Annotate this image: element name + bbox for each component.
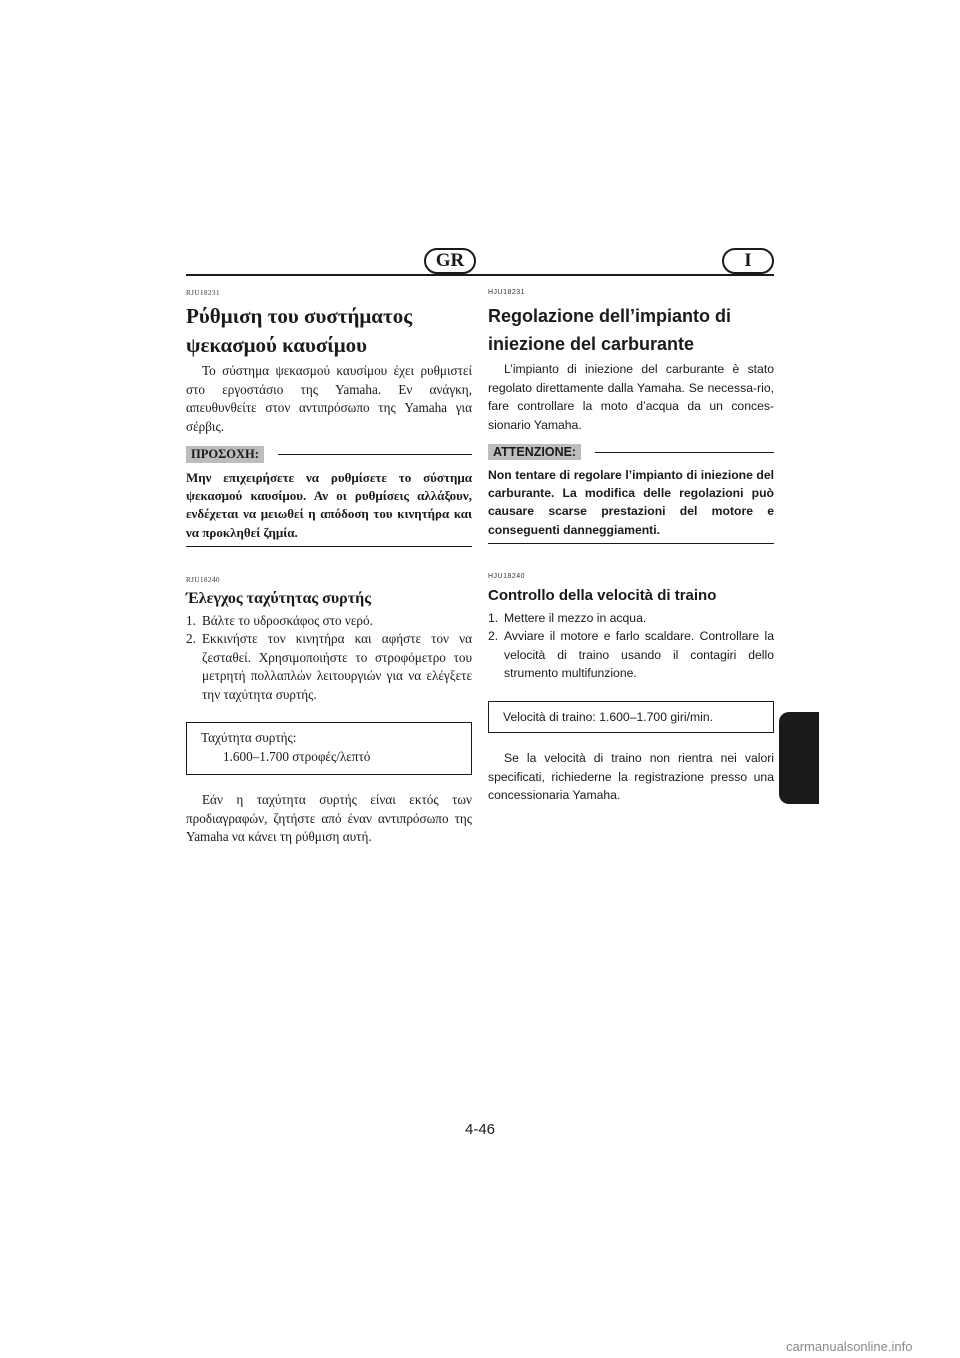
caution-header xyxy=(186,446,472,463)
caution-rule xyxy=(595,452,774,453)
list-item xyxy=(488,609,774,628)
spec-box xyxy=(186,722,472,775)
section-title: Έλεγχος ταχύτητας συρτής xyxy=(186,589,371,607)
watermark: carmanualsonline.info xyxy=(786,1339,913,1354)
steps-list xyxy=(186,612,472,705)
header-rule xyxy=(186,274,774,276)
page-number: 4-46 xyxy=(464,1121,496,1138)
section-code: HJU18240 xyxy=(488,572,526,580)
section-title-line: ψεκασμού καυσίμου xyxy=(186,333,368,357)
step-number: 2. xyxy=(488,629,499,644)
section-title-line: iniezione del carburante xyxy=(488,334,695,354)
caution-label: ATTENZIONE: xyxy=(488,444,581,460)
caution-text: Μην επιχειρήσετε να ρυθμίσετε το σύστημα ψεκασμού καυσίμου. Αν οι ρυθμίσεις αλλάξουν, ενδέχεται να μειωθεί η απόδοση του κινητήρα και να προκληθεί ζημία. xyxy=(186,469,472,547)
section-code: HJU18231 xyxy=(488,289,526,296)
caution-rule xyxy=(278,454,472,455)
step-text: Βάλτε το υδροσκάφος στο νερό. xyxy=(202,612,373,628)
chapter-tab xyxy=(779,712,819,804)
spec-label: Ταχύτητα συρτής: xyxy=(201,730,297,746)
greek-column xyxy=(186,286,472,847)
language-badge-italian: I xyxy=(722,248,774,274)
language-badge-greek: GR xyxy=(424,248,476,274)
section-body: Το σύστημα ψεκασμού καυσίμου έχει ρυθμιστεί στο εργοστάσιο της Yamaha. Εν ανάγκη, απευθυνθείτε στον αντιπρόσωπο της Yamaha για σέρβις. xyxy=(186,363,472,434)
section-footer-text: Εάν η ταχύτητα συρτής είναι εκτός των προδιαγραφών, ζητήστε από έναν αντιπρόσωπο της Yamaha να κάνει τη ρύθμιση αυτή. xyxy=(186,792,472,845)
spec-box xyxy=(488,701,774,734)
list-item xyxy=(186,630,472,704)
list-item xyxy=(488,627,774,683)
section-footer-text: Se la velocità di traino non rientra nei valori specificati, richiederne la registrazione presso una concessionaria Yamaha. xyxy=(488,751,774,803)
section-code: RJU18231 xyxy=(186,289,220,297)
spec-value: Velocità di traino: 1.600–1.700 giri/min. xyxy=(503,709,714,724)
step-text: Εκκινήστε τον κινητήρα και αφήστε τον να ζεσταθεί. Χρησιμοποιήστε το στροφόμετρο του μετρητή πολλαπλών λειτουργιών για να ελέγξετε την ταχύτητα συρτής. xyxy=(202,631,472,702)
section-code: RJU18240 xyxy=(186,575,220,584)
steps-list xyxy=(488,609,774,683)
section-title xyxy=(488,302,774,358)
caution-header xyxy=(488,444,774,460)
italian-column xyxy=(488,286,774,805)
section-body: L’impianto di iniezione del carburante è stato regolato direttamente dalla Yamaha. Se necessa-rio, fare controllare la moto d’acqua da un conces-sionario Yamaha. xyxy=(488,362,774,432)
caution-text: Non tentare di regolare l’impianto di iniezione del carburante. La modifica delle regolazioni può causare scarse prestazioni del motore e conseguenti danneggiamenti. xyxy=(488,466,774,544)
section-title-line: Ρύθμιση του συστήματος xyxy=(186,304,413,328)
step-number: 1. xyxy=(488,610,499,625)
step-text: Avviare il motore e farlo scaldare. Controllare la velocità di traino usando il contagiri dello strumento multifunzione. xyxy=(504,629,774,681)
section-title: Controllo della velocità di traino xyxy=(488,586,717,604)
step-number: 1. xyxy=(186,612,196,628)
step-text: Mettere il mezzo in acqua. xyxy=(504,610,647,625)
section-title xyxy=(186,302,472,360)
step-number: 2. xyxy=(186,631,196,647)
section-title-line: Regolazione dell’impianto di xyxy=(488,306,732,326)
caution-label: ΠΡΟΣΟΧΗ: xyxy=(186,446,264,463)
spec-value: 1.600–1.700 στροφές/λεπτό xyxy=(223,748,371,764)
list-item xyxy=(186,612,472,631)
